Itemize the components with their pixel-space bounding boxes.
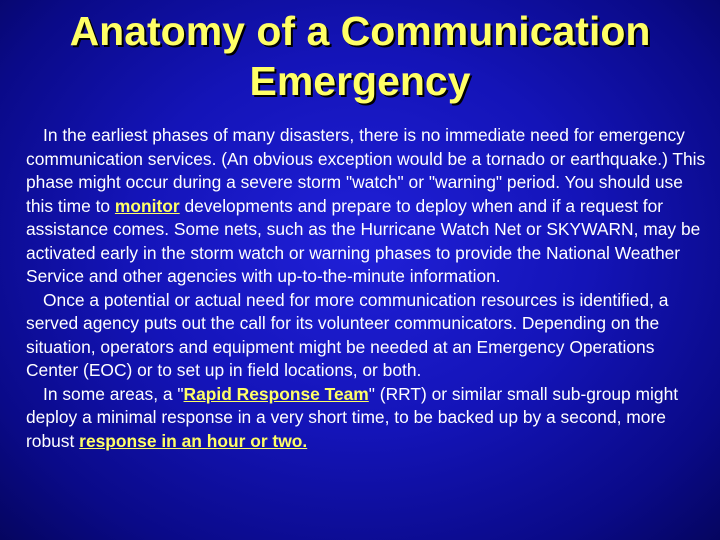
highlight-monitor: monitor [114,195,180,216]
text-segment: " (RRT) or similar small sub-group might deploy a minimal response in a very short time, to be backed up by a second, more robust [26,383,679,451]
highlight-response-in-an-hour: response in an hour or two. [79,430,308,451]
paragraph-monitoring-phase [26,124,706,289]
paragraph-rapid-response [26,383,706,454]
text-segment: Once a potential or actual need for more communication resources is identified, a served agency puts out the call for its volunteer communicators. Depending on the situation, operators and equipment might be needed at an Emergency Operations Center (EOC) or to set up in field locations, or both. [26,289,669,380]
slide-title [0,6,720,106]
slide-title-line-1: Anatomy of a Communication [69,8,651,54]
text-segment: In the earliest phases of many disasters, there is no immediate need for emergency communication services. (An obvious exception would be a tornado or earthquake.) This phase might occur during a severe storm "watch" or "warning" period. You should use this time to [26,125,706,216]
slide-title-line-2: Emergency [249,58,471,104]
paragraph-call-for-volunteers [26,289,706,383]
text-segment: developments and prepare to deploy when and if a request for assistance comes. Some nets, such as the Hurricane Watch Net or SKYWARN, may be activated early in the storm watch or warning phases to provide the National Weather Service and other agencies with up-to-the-minute information. [26,195,701,286]
text-segment: In some areas, a " [43,383,184,404]
slide-body [26,124,706,453]
highlight-rapid-response-team: Rapid Response Team [183,383,369,404]
